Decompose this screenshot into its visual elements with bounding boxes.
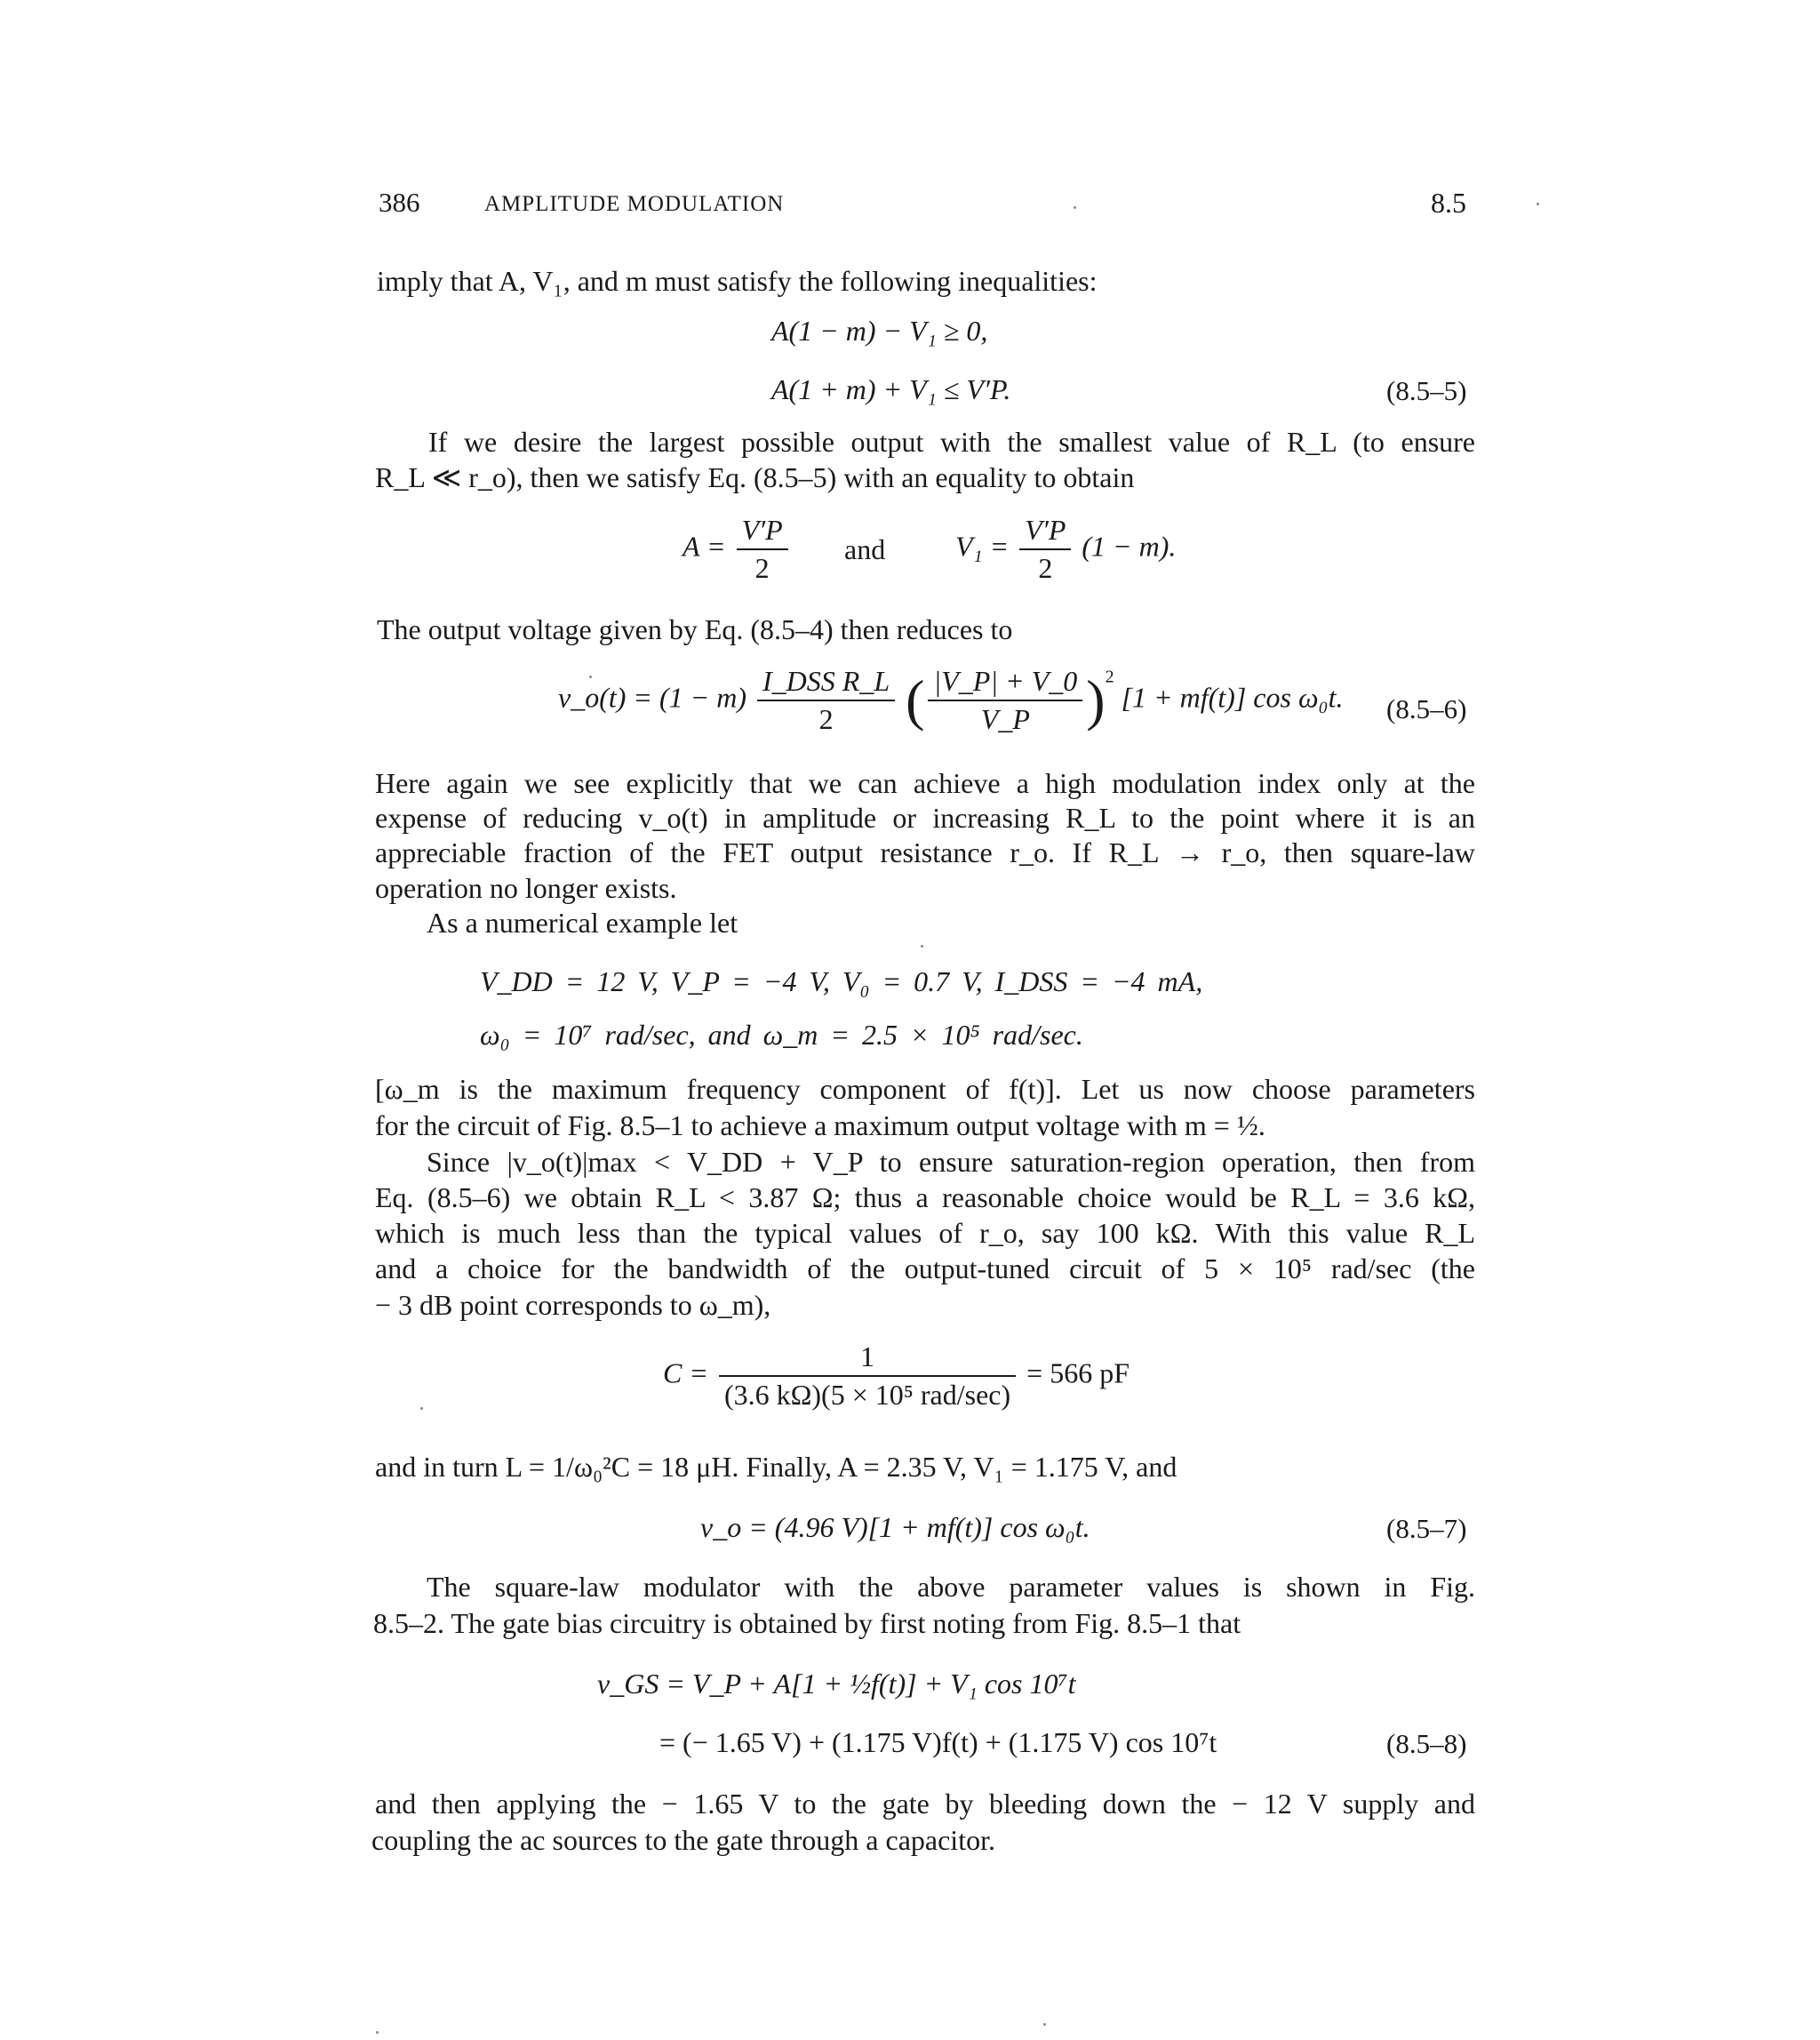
scan-speck	[420, 1407, 423, 1410]
paragraph-line: and a choice for the bandwidth of the output-tuned circuit of 5 × 10⁵ rad/sec (the	[375, 1252, 1475, 1284]
paragraph-line: coupling the ac sources to the gate through a capacitor.	[371, 1824, 995, 1856]
fraction: $\frac{V'P}{2}$	[737, 514, 788, 585]
fraction: $\frac{|V\_P| + V\_0}{V\_P}$	[928, 665, 1082, 736]
paragraph-line: appreciable fraction of the FET output resistance r_o. If R_L → r_o, then square-law	[375, 836, 1475, 868]
paragraph-line: Eq. (8.5–6) we obtain R_L < 3.87 Ω; thus a reasonable choice would be R_L = 3.6 kΩ,	[375, 1181, 1475, 1213]
inequality-1: A(1 − m) − V₁ ≥ 0,	[771, 315, 988, 347]
section-number: 8.5	[1431, 187, 1466, 219]
scan-speck	[1537, 203, 1539, 205]
paragraph-line: The square-law modulator with the above parameter values is shown in Fig.	[427, 1571, 1475, 1603]
equation-V1: V₁ = $\frac{V'P}{2}$ (1 − m).	[955, 514, 1177, 584]
scan-speck	[376, 2031, 379, 2034]
equation-number: (8.5–5)	[1386, 375, 1467, 406]
inequality-2: A(1 + m) + V₁ ≤ V′P.	[771, 373, 1011, 405]
paragraph-line: operation no longer exists.	[375, 872, 677, 904]
equation-A: A = $\frac{V'P}{2}$	[682, 514, 792, 585]
paragraph-line: for the circuit of Fig. 8.5–1 to achieve a maximum output voltage with m = ½.	[375, 1109, 1265, 1141]
fraction: $\frac{1}{\text{(3.6 kΩ)(5 × 10⁵ rad/sec)}}$	[719, 1340, 1016, 1412]
fraction: $\frac{V'P}{2}$	[1019, 514, 1071, 585]
paragraph-line: which is much less than the typical values of r_o, say 100 kΩ. With this value R_L	[375, 1217, 1475, 1249]
and-word: and	[844, 533, 886, 565]
equation-8-5-8-line-1: v_GS = V_P + A[1 + ½f(t)] + V₁ cos 10⁷t	[597, 1668, 1076, 1700]
text-line: The output voltage given by Eq. (8.5–4) then reduces to	[377, 613, 1013, 645]
paragraph-line: [ω_m is the maximum frequency component of f(t)]. Let us now choose parameters	[375, 1073, 1475, 1105]
scan-speck	[589, 676, 592, 678]
paragraph-line: As a numerical example let	[427, 907, 738, 939]
paragraph-line: − 3 dB point corresponds to ω_m),	[375, 1289, 771, 1321]
paragraph-line: and then applying the − 1.65 V to the gate by bleeding down the − 12 V supply and	[375, 1788, 1475, 1820]
equation-8-5-6: v_o(t) = (1 − m) $\frac{\text{I\_DSS R\_L}}{2}$ ( $\frac{|V\_P| + V\_0}{V\_P}$ )$^2$ [1 + mf(t)] cos ω₀t.	[558, 665, 1344, 735]
equation-number: (8.5–8)	[1386, 1728, 1467, 1759]
scan-speck	[1043, 2023, 1046, 2026]
paragraph-line: R_L ≪ r_o), then we satisfy Eq. (8.5–5) with an equality to obtain	[375, 461, 1135, 493]
scan-speck	[921, 945, 923, 948]
parameters-line-2: ω₀ = 10⁷ rad/sec, and ω_m = 2.5 × 10⁵ rad/sec.	[480, 1019, 1083, 1051]
paragraph-line: expense of reducing v_o(t) in amplitude or increasing R_L to the point where it is an	[375, 802, 1475, 834]
text-line: and in turn L = 1/ω₀²C = 18 μH. Finally, A = 2.35 V, V₁ = 1.175 V, and	[375, 1451, 1177, 1483]
parameters-line-1: V_DD = 12 V, V_P = −4 V, V₀ = 0.7 V, I_DSS = −4 mA,	[480, 965, 1203, 997]
equation-number: (8.5–6)	[1386, 693, 1467, 724]
equation-8-5-7: v_o = (4.96 V)[1 + mf(t)] cos ω₀t.	[700, 1511, 1090, 1543]
equation-C: C = $\frac{1}{\text{(3.6 kΩ)(5 × 10⁵ rad/sec)}}$ = 566 pF	[663, 1340, 1130, 1411]
page-number: 386	[379, 187, 420, 218]
scan-speck	[1074, 206, 1076, 209]
paragraph-line: If we desire the largest possible output with the smallest value of R_L (to ensure	[428, 426, 1475, 458]
equation-8-5-8-line-2: = (− 1.65 V) + (1.175 V)f(t) + (1.175 V) cos 10⁷t	[659, 1726, 1217, 1758]
chapter-title: AMPLITUDE MODULATION	[484, 192, 785, 216]
equation-number: (8.5–7)	[1386, 1513, 1467, 1544]
paragraph-line: 8.5–2. The gate bias circuitry is obtained by first noting from Fig. 8.5–1 that	[373, 1607, 1241, 1639]
paragraph-line: Here again we see explicitly that we can achieve a high modulation index only at the	[375, 767, 1475, 799]
text-line: imply that A, V₁, and m must satisfy the following inequalities:	[377, 265, 1098, 297]
fraction: $\frac{\text{I\_DSS R\_L}}{2}$	[757, 665, 895, 736]
paragraph-line: Since |v_o(t)|max < V_DD + V_P to ensure saturation-region operation, then from	[427, 1146, 1475, 1178]
